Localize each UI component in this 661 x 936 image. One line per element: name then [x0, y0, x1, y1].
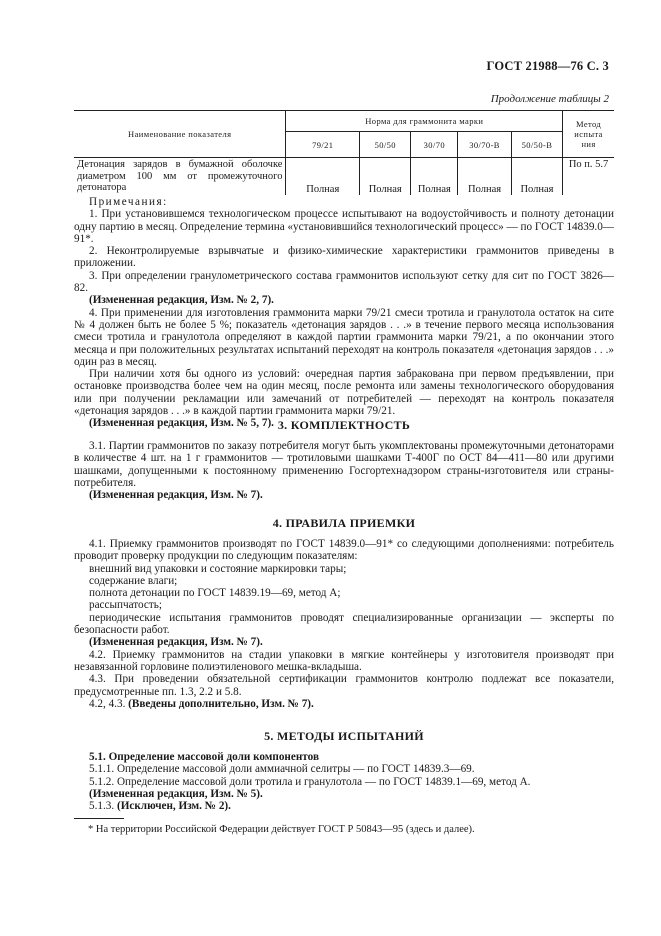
- note-2: 2. Неконтролируемые взрывчатые и физико-химические характеристики граммонитов приведены в приложении.: [74, 245, 614, 270]
- table-cell-method: По п. 5.7: [563, 158, 614, 195]
- note-4: 4. При применении для изготовления граммонита марки 79/21 смеси тротила и гранулотола остаток на сите № 4 должен быть не более 5 %; показатель «детонация зарядов . . .» в течение первого месяца использования смеси тротила и гранулотола определяют в каждой партии граммонита марки 79/21, а по окончании этого месяца и при положительных результатах испытаний переходят на контроль показателя «детонация зарядов . . .» один раз в месяц.: [74, 306, 614, 368]
- section-5-1-3-ref: 5.1.3.: [89, 800, 115, 813]
- note-1: 1. При установившемся технологическом процессе испытывают на водоустойчивость и полноту детонации одну партию в месяц. Определение термина «установившийся технологический процесс» — по ГОСТ 14839.0—91*.: [74, 208, 614, 245]
- table-continuation-label: Продолжение таблицы 2: [490, 93, 609, 105]
- footnote: * На территории Российской Федерации действует ГОСТ Р 50843—95 (здесь и далее).: [88, 824, 475, 835]
- section-4-item: содержание влаги;: [89, 574, 178, 587]
- grade-header: 30/70: [411, 132, 458, 158]
- table-cell-value: Полная: [458, 158, 512, 195]
- section-5-body: [74, 751, 614, 812]
- section-4-revision: (Измененная редакция, Изм. № 7).: [89, 636, 263, 649]
- grade-header: 50/50-В: [511, 132, 562, 158]
- section-3-revision: (Измененная редакция, Изм. № 7).: [89, 489, 263, 502]
- table-cell-value: Полная: [411, 158, 458, 195]
- col-indicator-header: Наименование показателя: [74, 111, 286, 158]
- col-norm-header: Норма для граммонита марки: [286, 111, 563, 132]
- section-5-1-3-note: (Исключен, Изм. № 2).: [116, 800, 231, 813]
- section-3-para: 3.1. Партии граммонитов по заказу потребителя могут быть укомплектованы промежуточными детонаторами в количестве 4 шт. на 1 г граммонитов — тротиловыми шашками Т-400Г по ОСТ 84—411—80 или другими шашками, допущенными к постоянному применению Госгортехнадзором страны-изготовителя или страны-потребителя.: [74, 440, 614, 489]
- section-4-item: рассыпчатость;: [89, 599, 162, 612]
- section-4-para-2: 4.2. Приемку граммонитов на стадии упаковки в мягкие контейнеры у изготовителя производят при незавязанной горловине полиэтиленового мешка-вкладыша.: [74, 648, 614, 673]
- section-4-para-4: [74, 698, 614, 710]
- note-5: При наличии хотя бы одного из условий: очередная партия забракована при первом предъявлении, при остановке производства более чем на один месяц, после ремонта или замены технологического оборудования или при получении рекламации или замечаний от потребителей — переходят на контроль показателя «детонация зарядов . . .» в каждой партии граммонита марки 79/21.: [74, 368, 614, 418]
- note-5-revision: (Измененная редакция, Изм. № 5, 7).: [89, 417, 274, 430]
- grade-header: 50/50: [360, 132, 411, 158]
- section-4-title: 4. ПРАВИЛА ПРИЕМКИ: [272, 516, 416, 530]
- section-3-body: [74, 440, 614, 501]
- notes-block: [74, 196, 614, 430]
- table-cell-value: Полная: [360, 158, 411, 195]
- section-5-1-3: [74, 800, 614, 812]
- section-5-1-2-revision: (Измененная редакция, Изм. № 5).: [89, 787, 263, 800]
- table-row-indicator: Детонация зарядов в бумажной оболочке диаметром 100 мм от промежуточного детонатора: [77, 159, 283, 193]
- table-cell-value: Полная: [511, 158, 562, 195]
- section-5-1-2: 5.1.2. Определение массовой доли тротила и гранулотола — по ГОСТ 14839.1—69, метод А.: [89, 775, 531, 788]
- section-4-body: [74, 538, 614, 710]
- grade-header: 79/21: [286, 132, 360, 158]
- section-4-para-1: 4.1. Приемку граммонитов производят по ГОСТ 14839.0—91* со следующими дополнениями: потребитель проводит проверку продукции по следующим показателям:: [74, 538, 614, 563]
- section-5-1-1: 5.1.1. Определение массовой доли аммиачной селитры — по ГОСТ 14839.3—69.: [89, 763, 475, 776]
- page-header: ГОСТ 21988—76 С. 3: [486, 59, 609, 73]
- section-5-1-heading: 5.1. Определение массовой доли компонентов: [89, 751, 319, 763]
- note-3: 3. При определении гранулометрического состава граммонитов используют сетку для сит по ГОСТ 3826—82.: [74, 269, 614, 295]
- table-cell-value: Полная: [286, 158, 360, 195]
- notes-title: Примечания:: [89, 196, 168, 208]
- col-method-header: Метод испыта ния: [563, 111, 614, 158]
- section-4-item: полнота детонации по ГОСТ 14839.19—69, метод А;: [89, 587, 341, 600]
- section-5-title: 5. МЕТОДЫ ИСПЫТАНИЙ: [264, 729, 424, 743]
- grades-table: [74, 110, 614, 195]
- grade-header: 30/70-В: [458, 132, 512, 158]
- section-4-item: внешний вид упаковки и состояние маркировки тары;: [89, 562, 347, 575]
- section-3-title: 3. КОМПЛЕКТНОСТЬ: [277, 418, 411, 432]
- note-3-revision: (Измененная редакция, Изм. № 2, 7).: [89, 294, 274, 307]
- section-4-para-4-note: (Введены дополнительно, Изм. № 7).: [128, 697, 314, 710]
- section-4-para-3: 4.3. При проведении обязательной сертификации граммонитов контролю подлежат все показатели, предусмотренные пп. 1.3, 2.2 и 5.8.: [74, 673, 614, 698]
- section-4-para-4-ref: 4.2, 4.3.: [89, 697, 126, 710]
- section-4-item: периодические испытания граммонитов проводят специализированные организации — эксперты по безопасности работ.: [74, 611, 614, 637]
- footnote-divider: [74, 818, 124, 819]
